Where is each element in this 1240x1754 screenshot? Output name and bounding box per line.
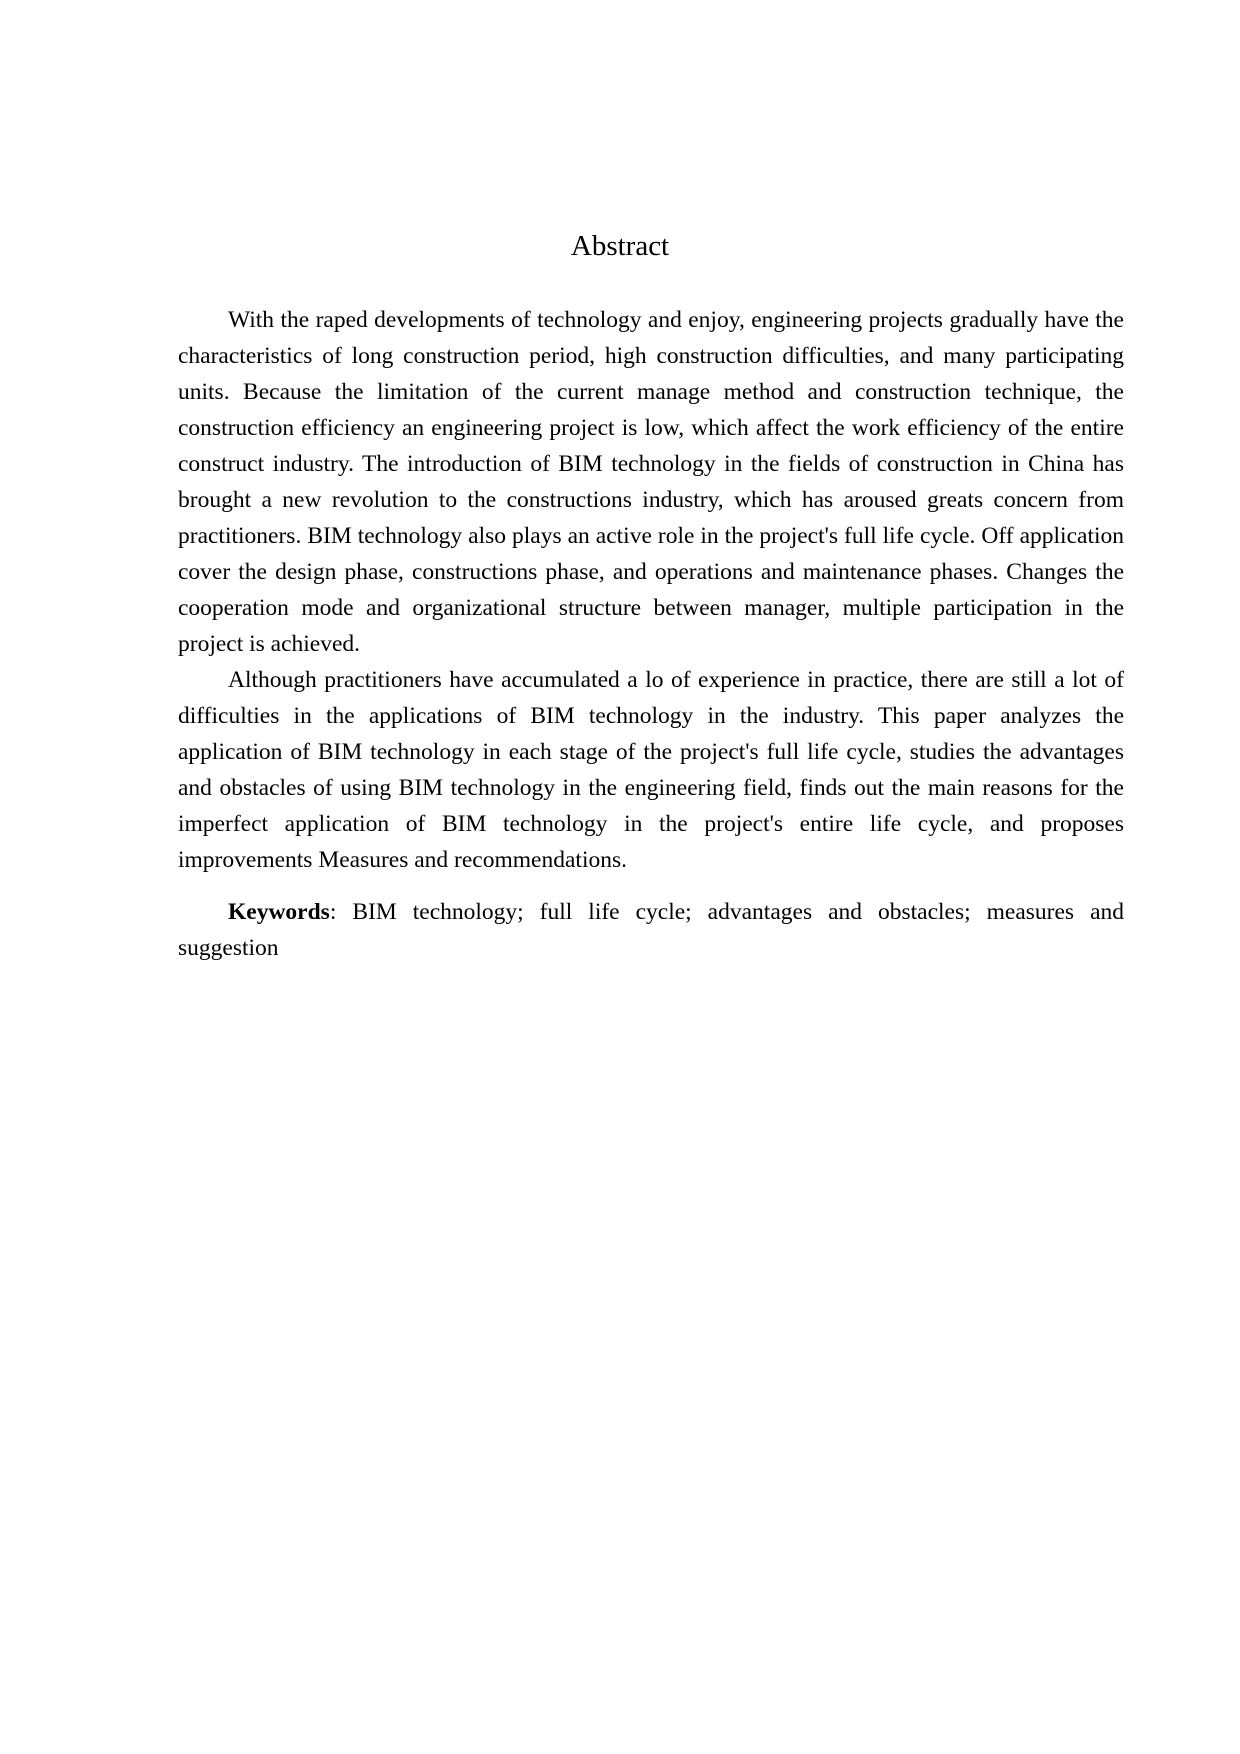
abstract-paragraph-1: With the raped developments of technology and enjoy, engineering projects gradually have the characteristics of long construction period, high construction difficulties, and many participating units. Because the limitation of the current manage method and construction technique, the construction efficiency an engineering project is low, which affect the work efficiency of the entire construct industry. The introduction of BIM technology in the fields of construction in China has brought a new revolution to the constructions industry, which has aroused greats concern from practitioners. BIM technology also plays an active role in the project's full life cycle. Off application cover the design phase, constructions phase, and operations and maintenance phases. Changes the cooperation mode and organizational structure between manager, multiple participation in the project is achieved.: [178, 307, 1124, 657]
abstract-title: Abstract: [570, 230, 670, 262]
abstract-paragraph-2: Although practitioners have accumulated a lo of experience in practice, there are still a lot of difficulties in the applications of BIM technology in the industry. This paper analyzes the application of BIM technology in each stage of the project's full life cycle, studies the advantages and obstacles of using BIM technology in the engineering field, finds out the main reasons for the imperfect application of BIM technology in the project's entire life cycle, and proposes improvements Measures and recommendations.: [178, 667, 1124, 873]
keywords-text: BIM technology; full life cycle; advantages and obstacles; measures and suggestion: [178, 899, 1124, 961]
keywords-separator: :: [329, 899, 353, 925]
abstract-body: [178, 302, 1124, 878]
keywords-label: Keywords: [228, 899, 330, 925]
keywords-line: [178, 894, 1124, 966]
